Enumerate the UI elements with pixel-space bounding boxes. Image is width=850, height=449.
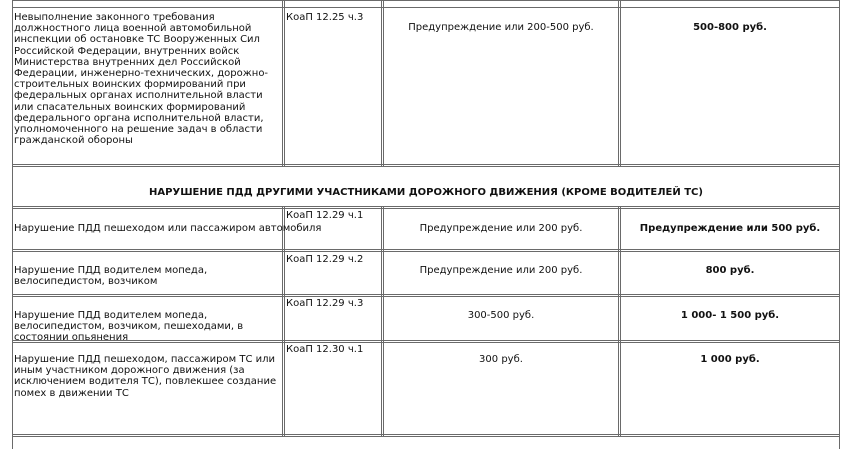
penalty-new: Предупреждение или 500 руб.: [639, 223, 821, 234]
section-header: НАРУШЕНИЕ ПДД ДРУГИМИ УЧАСТНИКАМИ ДОРОЖНОГО ДВИЖЕНИЯ (КРОМЕ ВОДИТЕЛЕЙ ТС): [149, 187, 703, 198]
penalty-old: 300 руб.: [479, 354, 523, 365]
penalty-new: 800 руб.: [705, 265, 755, 276]
column-divider: [282, 207, 285, 436]
penalty-new: 1 000 руб.: [700, 354, 760, 365]
offense-description: Нарушение ПДД водителем мопеда, велосипедистом, возчиком, пешеходами, в состоянии опьянения: [14, 310, 244, 344]
row-divider: [12, 0, 840, 1]
penalty-old: 300-500 руб.: [467, 310, 535, 321]
column-divider: [618, 0, 621, 166]
koap-article: КоаП 12.25 ч.3: [286, 12, 364, 23]
koap-article: КоаП 12.29 ч.3: [286, 298, 364, 309]
offense-description: Нарушение ПДД пешеходом, пассажиром ТС или иным участником дорожного движения (за исключением водителя ТС), повлекшее создание помех в движении ТС: [14, 354, 277, 399]
column-divider: [618, 207, 621, 436]
offense-description: Нарушение ПДД пешеходом или пассажиром автомобиля: [14, 223, 322, 234]
penalty-new: 500-800 руб.: [693, 22, 767, 33]
column-divider: [381, 207, 384, 436]
koap-article: КоаП 12.29 ч.2: [286, 254, 364, 265]
offense-description: Невыполнение законного требования должностного лица военной автомобильной инспекции об остановке ТС Вооруженных Сил Российской Федерации, внутренних войск Министерства внутренних дел Российской Федерации, инженерно-технических, дорожно-строительных воинских формирований при федеральных органах исполнительной власти или спасательных воинских формирований федерального органа исполнительной власти, уполномоченного на решение задач в области гражданской обороны: [14, 12, 269, 147]
koap-article: КоаП 12.30 ч.1: [286, 344, 364, 355]
row-divider: [12, 434, 840, 437]
row-divider: [12, 7, 840, 8]
penalty-old: Предупреждение или 200-500 руб.: [408, 22, 594, 33]
koap-article: КоаП 12.29 ч.1: [286, 210, 364, 221]
penalty-old: Предупреждение или 200 руб.: [419, 265, 583, 276]
penalty-old: Предупреждение или 200 руб.: [419, 223, 583, 234]
row-divider: [12, 294, 840, 297]
column-divider: [381, 0, 384, 166]
row-divider: [12, 206, 840, 209]
row-divider: [12, 164, 840, 167]
column-divider: [282, 0, 285, 166]
penalty-new: 1 000- 1 500 руб.: [680, 310, 780, 321]
row-divider: [12, 249, 840, 252]
table-border-right: [839, 0, 840, 449]
table-border-left: [12, 0, 13, 449]
offense-description: Нарушение ПДД водителем мопеда, велосипедистом, возчиком: [14, 265, 208, 288]
